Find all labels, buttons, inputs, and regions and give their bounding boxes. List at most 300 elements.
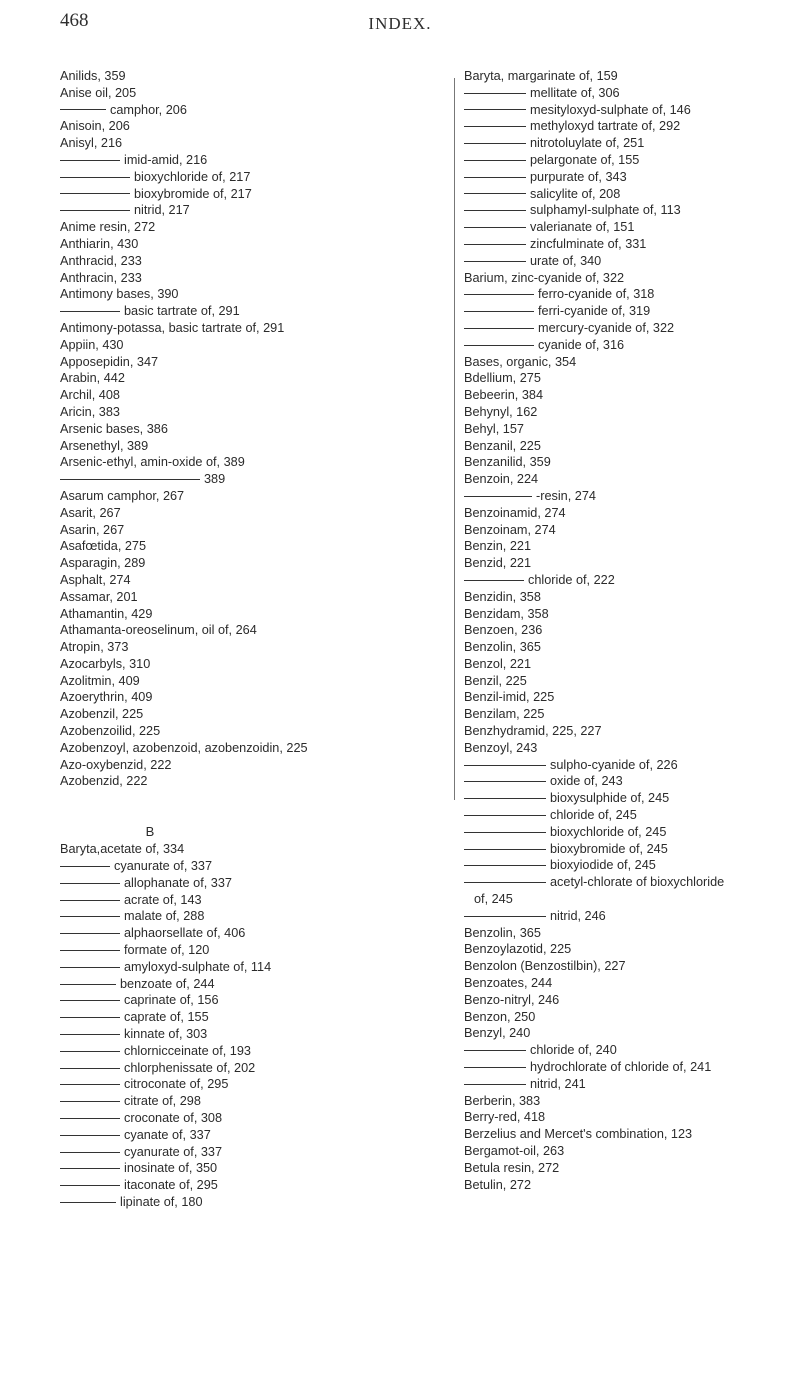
index-entry [60,639,460,656]
index-entry-text: Arsenic-ethyl, amin-oxide of, 389 [60,455,245,470]
index-entry-text: benzoate of, 244 [120,976,215,991]
index-entry-text: Azobenzid, 222 [60,774,148,789]
index-entry-text: caprate of, 155 [124,1010,209,1025]
index-entry [464,572,800,589]
ditto-dash [60,210,130,211]
index-entry [464,505,800,522]
index-entry [60,773,460,790]
index-entry [60,488,460,505]
index-entry-text: Barium, zinc-cyanide of, 322 [464,270,625,285]
ditto-dash [60,950,120,951]
ditto-dash [60,177,130,178]
index-entry-text: urate of, 340 [530,253,602,268]
index-entry-text: Antimony bases, 390 [60,287,179,302]
index-entry [60,68,460,85]
index-entry-text: kinnate of, 303 [124,1027,208,1042]
ditto-dash [60,1000,120,1001]
index-entry [60,892,460,909]
ditto-dash [60,933,120,934]
ditto-dash [464,261,526,262]
index-entry-text: Anime resin, 272 [60,220,156,235]
index-entry [60,1194,460,1211]
index-entry [464,102,800,119]
ditto-dash [464,210,526,211]
index-entry-text: bioxybromide of, 217 [134,186,252,201]
index-entry [464,857,800,874]
index-entry [60,303,460,320]
index-entry-text: Benzanilid, 359 [464,455,551,470]
ditto-dash [464,328,534,329]
index-entry [464,1042,800,1059]
index-entry-text: chlorphenissate of, 202 [124,1060,256,1075]
index-entry-text: Asarum camphor, 267 [60,488,185,503]
index-entry-text: Benzin, 221 [464,539,532,554]
index-entry-text: Anise oil, 205 [60,85,137,100]
index-entry-text: Benzilam, 225 [464,707,545,722]
ditto-dash [60,479,200,480]
index-entry [464,773,800,790]
index-entry [60,908,460,925]
index-entry-text: Asarit, 267 [60,505,121,520]
index-entry-text: Athamanta-oreoselinum, oil of, 264 [60,623,257,638]
index-entry-text: Benzil, 225 [464,673,527,688]
index-entry [464,807,800,824]
index-entry-text: formate of, 120 [124,943,210,958]
index-entry [464,1109,800,1126]
ditto-dash [464,345,534,346]
ditto-dash [60,1084,120,1085]
index-entry [464,606,800,623]
ditto-dash [60,984,116,985]
index-entry [60,202,460,219]
ditto-dash [464,1084,526,1085]
index-entry-text: Assamar, 201 [60,589,138,604]
index-entry [60,723,460,740]
index-entry [60,1127,460,1144]
index-entry [464,454,800,471]
index-entry [60,118,460,135]
index-entry-text: Behyl, 157 [464,421,524,436]
ditto-dash [60,160,120,161]
index-entry [464,337,800,354]
index-entry [464,186,800,203]
index-entry-text: Berzelius and Mercet's combination, 123 [464,1127,693,1142]
index-entry [60,656,460,673]
index-entry [60,589,460,606]
index-entry-text: oxide of, 243 [550,774,623,789]
index-entry-text: Azobenzil, 225 [60,707,144,722]
index-entry-text: Benzyl, 240 [464,1026,531,1041]
index-entry [464,270,800,287]
index-entry-text: Anisoin, 206 [60,119,130,134]
index-entry-text: Benzolin, 365 [464,640,541,655]
index-entry-text: itaconate of, 295 [124,1178,218,1193]
index-entry [60,286,460,303]
index-entry-text: Benzoyl, 243 [464,740,538,755]
index-entry-text: camphor, 206 [110,102,187,117]
index-entry [60,337,460,354]
index-entry-text: Antimony-potassa, basic tartrate of, 291 [60,320,285,335]
index-column-right [464,68,800,1193]
index-entry-text: Atropin, 373 [60,640,129,655]
index-entry-text: allophanate of, 337 [124,875,232,890]
index-entry-text: Asparagin, 289 [60,556,146,571]
ditto-dash [60,1068,120,1069]
index-entry [464,689,800,706]
index-entry-text: acetyl-chlorate of bioxychloride [550,875,725,890]
index-entry [464,958,800,975]
section-letter: B [145,824,155,840]
index-entry [464,706,800,723]
index-entry [464,320,800,337]
index-entry-text: bioxysulphide of, 245 [550,791,670,806]
index-entry-text: Benzanil, 225 [464,438,541,453]
index-entry [464,1076,800,1093]
index-entry-text: Bergamot-oil, 263 [464,1144,565,1158]
ditto-dash [464,865,546,866]
ditto-dash [60,1118,120,1119]
index-entry [464,118,800,135]
index-entry-text: Benzol, 221 [464,656,532,671]
index-entry [464,841,800,858]
index-entry [60,387,460,404]
ditto-dash [464,126,526,127]
index-entry-text: basic tartrate of, 291 [124,304,240,319]
ditto-dash [60,883,120,884]
index-entry-text: salicylite of, 208 [530,186,621,201]
index-entry [464,1126,800,1143]
index-entry [464,387,800,404]
index-entry [60,454,460,471]
index-entry-text: chloride of, 222 [528,572,615,587]
index-entry [60,438,460,455]
index-entry [60,186,460,203]
index-entry-text: Asarin, 267 [60,522,125,537]
index-entry [60,1093,460,1110]
index-entry-text: Benzidam, 358 [464,606,549,621]
ditto-dash [60,1202,116,1203]
index-entry-text: Benzon, 250 [464,1009,536,1024]
ditto-dash [464,580,524,581]
index-entry-text: Asafœtida, 275 [60,539,147,554]
index-entry-text: Benzo-nitryl, 246 [464,992,560,1007]
index-entry-text: chloride of, 245 [550,808,637,823]
index-entry [60,505,460,522]
index-entry-text: chloride of, 240 [530,1043,617,1058]
ditto-dash [464,832,546,833]
index-entry [60,354,460,371]
index-entry [60,270,460,287]
index-entry-text: Bdellium, 275 [464,371,541,386]
index-entry [464,723,800,740]
index-entry [60,858,460,875]
index-entry [464,522,800,539]
index-entry [464,236,800,253]
ditto-dash [464,496,532,497]
index-entry [464,1177,800,1194]
index-entry [464,891,800,908]
index-entry-text: mellitate of, 306 [530,85,620,100]
index-entry-text: Betulin, 272 [464,1177,532,1192]
index-entry-text: acrate of, 143 [124,892,202,907]
index-entry [464,992,800,1009]
index-entry-text: Benzoylazotid, 225 [464,942,572,957]
index-entry [464,941,800,958]
ditto-dash [60,109,106,110]
index-entry [60,976,460,993]
index-entry-text: sulpho-cyanide of, 226 [550,757,678,772]
index-entry [60,555,460,572]
index-entry-text: Benzolin, 365 [464,925,541,940]
index-entry [464,85,800,102]
index-entry-text: Baryta,acetate of, 334 [60,842,185,857]
ditto-dash [464,227,526,228]
index-entry [464,673,800,690]
index-entry-text: Arabin, 442 [60,371,125,386]
ditto-dash [464,1050,526,1051]
index-entry [60,689,460,706]
index-entry-text: Benzoin, 224 [464,472,539,487]
index-entry [60,538,460,555]
index-entry [464,1025,800,1042]
ditto-dash [60,1135,120,1136]
index-entry [464,202,800,219]
index-entry-text: valerianate of, 151 [530,220,635,235]
ditto-dash [60,1034,120,1035]
page-title: INDEX. [368,14,432,33]
index-entry [60,959,460,976]
index-entry-text: Benzidin, 358 [464,589,541,604]
index-entry-text: Apposepidin, 347 [60,354,159,369]
index-entry-text: ferri-cyanide of, 319 [538,304,651,319]
index-entry-text: pelargonate of, 155 [530,152,640,167]
index-entry-text: methyloxyd tartrate of, 292 [530,119,681,134]
index-entry [464,488,800,505]
index-entry [60,1060,460,1077]
index-entry [60,992,460,1009]
ditto-dash [60,1185,120,1186]
index-entry-text: Azobenzoilid, 225 [60,724,161,739]
index-entry-text: mercury-cyanide of, 322 [538,320,675,335]
index-entry-text: malate of, 288 [124,909,205,924]
index-entry-text: Archil, 408 [60,388,120,403]
index-entry [464,757,800,774]
index-entry-text: Benzil-imid, 225 [464,690,555,705]
index-entry-text: croconate of, 308 [124,1111,223,1126]
index-entry-text: chlornicceinate of, 193 [124,1043,251,1058]
index-list-a [60,68,460,790]
index-entry-text: Benzoen, 236 [464,623,543,638]
index-entry [60,1177,460,1194]
index-entry [464,438,800,455]
index-entry-text: Athamantin, 429 [60,606,153,621]
index-entry-text: Betula resin, 272 [464,1160,560,1175]
index-entry [464,169,800,186]
index-entry-text: nitrotoluylate of, 251 [530,136,645,151]
index-entry [60,1144,460,1161]
index-entry [464,790,800,807]
ditto-dash [464,311,534,312]
index-entry-text: bioxychloride of, 245 [550,824,667,839]
ditto-dash [60,311,120,312]
ditto-dash [60,1168,120,1169]
ditto-dash [464,109,526,110]
index-entry-text: citroconate of, 295 [124,1077,229,1092]
index-entry-text: Benzolon (Benzostilbin), 227 [464,959,626,974]
index-entry [464,370,800,387]
ditto-dash [60,193,130,194]
index-entry-text: Azobenzoyl, azobenzoid, azobenzoidin, 225 [60,740,308,755]
index-entry [464,303,800,320]
index-entry-text: caprinate of, 156 [124,993,219,1008]
index-entry [60,606,460,623]
page-number: 468 [60,10,89,31]
ditto-dash [60,1101,120,1102]
section-gap [60,790,460,824]
index-entry-text: Anthracin, 233 [60,270,142,285]
index-entry-text: Benzid, 221 [464,556,532,571]
index-entry [60,253,460,270]
ditto-dash [60,1017,120,1018]
index-entry-text: mesityloxyd-sulphate of, 146 [530,102,691,117]
index-entry-text: cyanurate of, 337 [124,1144,223,1159]
index-entry [60,1160,460,1177]
index-entry [464,421,800,438]
index-entry-text: Anilids, 359 [60,69,126,83]
index-entry-text: Anthiarin, 430 [60,236,139,251]
index-entry [60,1043,460,1060]
index-entry-text: nitrid, 217 [134,203,190,218]
index-entry [60,706,460,723]
ditto-dash [464,143,526,144]
index-entry-text: imid-amid, 216 [124,152,208,167]
index-entry [60,236,460,253]
index-entry [464,656,800,673]
ditto-dash [464,193,526,194]
ditto-dash [464,849,546,850]
ditto-dash [60,900,120,901]
index-entry [60,471,460,488]
ditto-dash [464,882,546,883]
index-entry [464,589,800,606]
index-entry-text: cyanurate of, 337 [114,859,213,874]
index-entry [464,253,800,270]
index-entry-text: Berry-red, 418 [464,1110,546,1125]
index-entry [60,740,460,757]
index-entry-text: bioxychloride of, 217 [134,169,251,184]
index-entry [464,1009,800,1026]
index-entry-text: nitrid, 241 [530,1076,586,1091]
index-entry [464,404,800,421]
index-entry [60,925,460,942]
ditto-dash [464,765,546,766]
index-entry [464,538,800,555]
index-entry [464,354,800,371]
index-entry [60,875,460,892]
index-entry-text: amyloxyd-sulphate of, 114 [124,959,272,974]
index-entry-text: Benzhydramid, 225, 227 [464,724,602,739]
index-entry-text: purpurate of, 343 [530,169,627,184]
ditto-dash [464,916,546,917]
index-entry [464,1143,800,1160]
ditto-dash [464,177,526,178]
index-entry [464,740,800,757]
index-entry-text: cyanide of, 316 [538,337,625,352]
index-entry-text: Anisyl, 216 [60,136,123,151]
index-entry-text: Azocarbyls, 310 [60,656,151,671]
index-entry-text: Azo-oxybenzid, 222 [60,757,172,772]
index-entry-text: nitrid, 246 [550,908,606,923]
index-entry [60,1009,460,1026]
index-entry [60,757,460,774]
index-entry [464,824,800,841]
index-entry-text: Anthracid, 233 [60,253,142,268]
index-entry [60,572,460,589]
index-entry [60,622,460,639]
index-entry [464,908,800,925]
index-entry [464,286,800,303]
ditto-dash [60,967,120,968]
index-list-right [464,68,800,1193]
index-entry [60,152,460,169]
index-entry [60,841,460,858]
index-entry-text: -resin, 274 [536,488,596,503]
index-entry [464,975,800,992]
index-entry-text: lipinate of, 180 [120,1195,203,1209]
index-entry [60,370,460,387]
index-entry-text: Arsenethyl, 389 [60,438,149,453]
index-entry [60,1110,460,1127]
index-entry [464,68,800,85]
ditto-dash [60,916,120,917]
index-entry-text: inosinate of, 350 [124,1161,218,1176]
index-list-b [60,841,460,1211]
index-entry-text: Arsenic bases, 386 [60,421,168,436]
ditto-dash [60,866,110,867]
ditto-dash [464,93,526,94]
index-entry [464,219,800,236]
index-entry-text: bioxyiodide of, 245 [550,858,656,873]
index-entry-text: Azolitmin, 409 [60,673,140,688]
ditto-dash [464,798,546,799]
index-entry [60,404,460,421]
index-entry-text: Azoerythrin, 409 [60,690,153,705]
index-entry [60,219,460,236]
index-entry [60,942,460,959]
index-entry-text: Appiin, 430 [60,337,124,352]
index-entry-text: citrate of, 298 [124,1094,201,1109]
index-entry-text: Benzoates, 244 [464,976,553,991]
index-entry [464,1093,800,1110]
index-entry [60,169,460,186]
index-entry-text: Bebeerin, 384 [464,388,544,403]
index-entry-text: Bases, organic, 354 [464,354,577,369]
index-entry [464,925,800,942]
index-entry-text: hydrochlorate of chloride of, 241 [530,1060,712,1075]
index-entry-text: Benzoinamid, 274 [464,505,566,520]
index-entry [60,1076,460,1093]
ditto-dash [60,1051,120,1052]
index-entry [60,421,460,438]
index-entry-text: Asphalt, 274 [60,572,131,587]
index-entry-text: Benzoinam, 274 [464,522,556,537]
index-entry [60,1026,460,1043]
ditto-dash [464,160,526,161]
index-entry [464,1160,800,1177]
index-entry [60,673,460,690]
index-entry [464,1059,800,1076]
index-entry [60,102,460,119]
